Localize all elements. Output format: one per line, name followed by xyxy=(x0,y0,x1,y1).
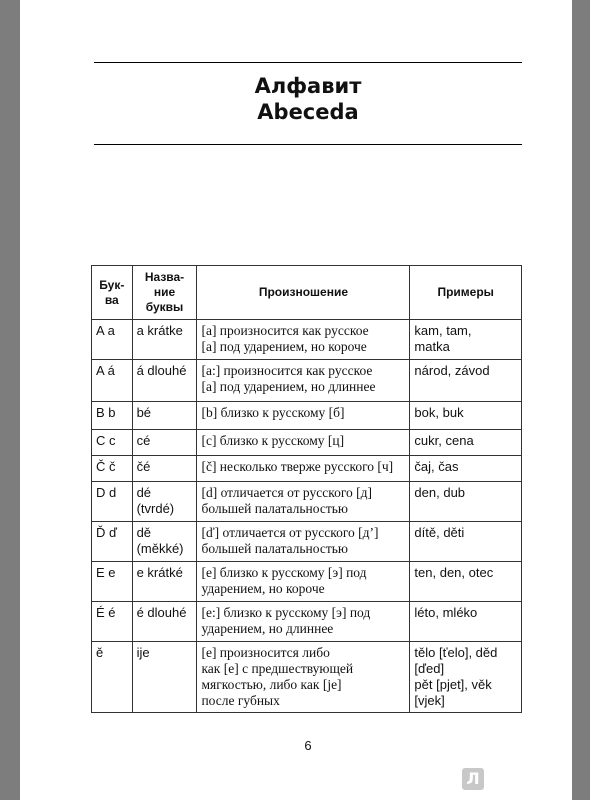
pronunciation-cell: [a:] произносится как русское [a] под ударением, но длиннее xyxy=(197,360,410,402)
pronunciation-cell: [b] близко к русскому [б] xyxy=(197,402,410,430)
letter-cell: É é xyxy=(92,602,133,642)
table-row xyxy=(92,456,522,482)
pronunciation-cell: [e] близко к русскому [э] под ударением, но короче xyxy=(197,562,410,602)
examples-cell: čaj, čas xyxy=(410,456,522,482)
name-cell: čé xyxy=(132,456,197,482)
pronunciation-cell: [d] отличается от русского [д] большей палатальностью xyxy=(197,482,410,522)
letter-cell: Ď ď xyxy=(92,522,133,562)
bottom-rule xyxy=(94,144,522,145)
letter-cell: B b xyxy=(92,402,133,430)
name-cell: dé (tvrdé) xyxy=(132,482,197,522)
title-russian: Алфавит xyxy=(254,74,362,98)
table-row xyxy=(92,402,522,430)
letter-cell: E e xyxy=(92,562,133,602)
letter-cell: C c xyxy=(92,430,133,456)
title-czech: Abeceda xyxy=(257,100,359,124)
examples-cell: národ, závod xyxy=(410,360,522,402)
table-row xyxy=(92,602,522,642)
table-row xyxy=(92,482,522,522)
name-cell: á dlouhé xyxy=(132,360,197,402)
examples-cell: cukr, cena xyxy=(410,430,522,456)
header-name: Назва- ние буквы xyxy=(132,266,197,320)
alphabet-table xyxy=(91,265,522,713)
pronunciation-cell: [c] близко к русскому [ц] xyxy=(197,430,410,456)
name-cell: a krátke xyxy=(132,320,197,360)
letter-cell: A á xyxy=(92,360,133,402)
letter-cell: A a xyxy=(92,320,133,360)
table-row xyxy=(92,642,522,713)
name-cell: dě (měkké) xyxy=(132,522,197,562)
pronunciation-cell: [e] произносится либо как [e] с предшествующей мягкостью, либо как [je] после губных xyxy=(197,642,410,713)
pronunciation-cell: [ď] отличается от русского [д’] большей палатальностью xyxy=(197,522,410,562)
examples-cell: kam, tam, matka xyxy=(410,320,522,360)
letter-cell: D d xyxy=(92,482,133,522)
examples-cell: ten, den, otec xyxy=(410,562,522,602)
name-cell: e krátké xyxy=(132,562,197,602)
letter-cell: ě xyxy=(92,642,133,713)
header-letter: Бук- ва xyxy=(92,266,133,320)
examples-cell: dítě, děti xyxy=(410,522,522,562)
publisher-logo-icon: Л xyxy=(462,768,484,790)
pronunciation-cell: [a] произносится как русское [a] под ударением, но короче xyxy=(197,320,410,360)
book-page xyxy=(20,0,572,800)
table-row xyxy=(92,430,522,456)
pronunciation-cell: [č] несколько тверже русского [ч] xyxy=(197,456,410,482)
name-cell: cé xyxy=(132,430,197,456)
pronunciation-cell: [e:] близко к русскому [э] под ударением, но длиннее xyxy=(197,602,410,642)
table-row xyxy=(92,360,522,402)
examples-cell: tělo [ťelo], děd [ďed] pět [pjet], věk [vjek] xyxy=(410,642,522,713)
table-row xyxy=(92,522,522,562)
examples-cell: bok, buk xyxy=(410,402,522,430)
name-cell: é dlouhé xyxy=(132,602,197,642)
examples-cell: den, dub xyxy=(410,482,522,522)
table-row xyxy=(92,320,522,360)
examples-cell: léto, mléko xyxy=(410,602,522,642)
letter-cell: Č č xyxy=(92,456,133,482)
header-pronunciation: Произношение xyxy=(197,266,410,320)
page-number: 6 xyxy=(304,738,312,753)
name-cell: bé xyxy=(132,402,197,430)
table-header-row xyxy=(92,266,522,320)
table-row xyxy=(92,562,522,602)
top-rule xyxy=(94,62,522,63)
name-cell: ije xyxy=(132,642,197,713)
header-examples: Примеры xyxy=(410,266,522,320)
